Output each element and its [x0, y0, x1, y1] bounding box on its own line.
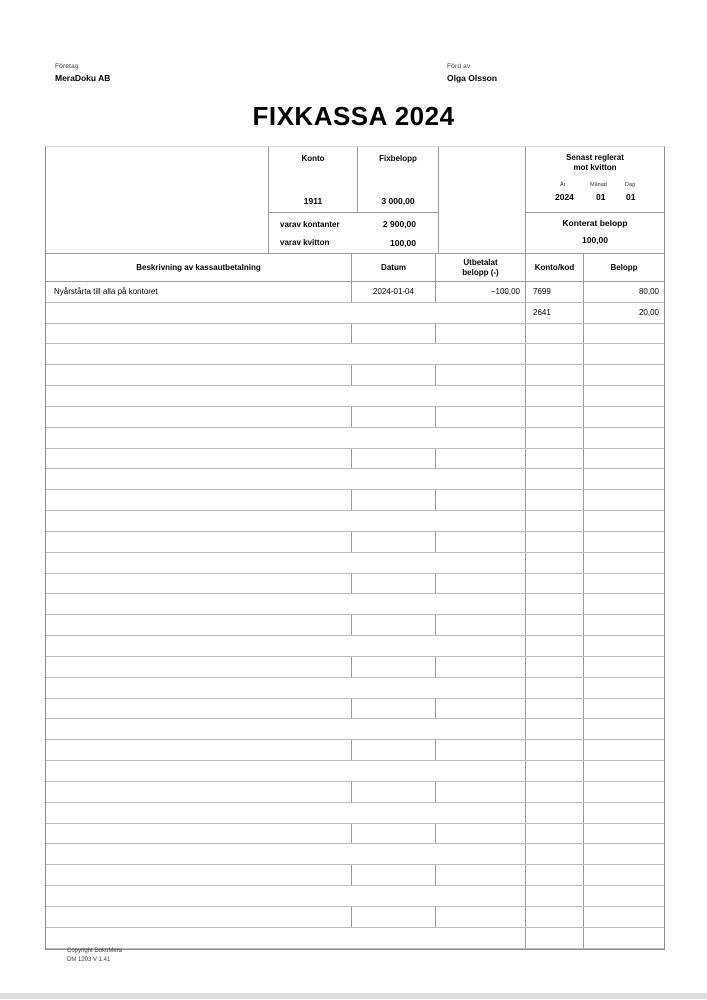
cell-kontokod	[526, 386, 584, 406]
cell-kontokod	[526, 594, 584, 614]
cell-beskrivning	[46, 740, 352, 760]
senast-title-line1: Senast reglerat	[566, 153, 624, 162]
cell-kontokod	[526, 324, 584, 344]
col-header-datum-label: Datum	[381, 262, 406, 272]
cell-kontokod	[526, 678, 584, 698]
col-header-belopp-label: Belopp	[610, 262, 638, 272]
cell-belopp: 20,00	[638, 307, 659, 317]
day-value: 01	[626, 192, 636, 202]
varav-kvitton-value: 100,00	[390, 237, 416, 248]
author-block	[447, 63, 497, 83]
cell-kontokod	[526, 365, 584, 385]
company-block	[55, 63, 110, 83]
cell-beskrivning-merged	[46, 553, 526, 573]
cell-belopp	[584, 657, 664, 677]
month-label: Månad	[590, 182, 607, 188]
cell-kontokod	[526, 636, 584, 656]
table-row	[46, 886, 664, 907]
cell-beskrivning	[46, 615, 352, 635]
table-row	[46, 386, 664, 407]
cell-belopp	[584, 574, 664, 594]
table-row	[46, 719, 664, 740]
cell-belopp	[584, 469, 664, 489]
cell-datum	[352, 865, 436, 885]
cell-utbetalat	[436, 824, 526, 844]
cell-datum	[352, 615, 436, 635]
cell-beskrivning-merged	[46, 719, 526, 739]
cell-beskrivning	[46, 865, 352, 885]
cell-beskrivning-merged	[46, 761, 526, 781]
page-title: FIXKASSA 2024	[252, 101, 455, 131]
cell-datum	[352, 324, 436, 344]
cell-beskrivning	[46, 657, 352, 677]
cell-beskrivning-merged	[46, 428, 526, 448]
cell-belopp	[584, 407, 664, 427]
table-row	[46, 449, 664, 470]
cell-beskrivning	[46, 449, 352, 469]
cell-utbetalat	[436, 449, 526, 469]
cell-kontokod	[526, 574, 584, 594]
table-row	[46, 365, 664, 386]
konto-cell	[269, 147, 358, 213]
cell-beskrivning-merged	[46, 386, 526, 406]
varav-kontanter-value: 2 900,00	[382, 219, 416, 230]
table-row	[46, 865, 664, 886]
table-row	[46, 678, 664, 699]
konto-label: Konto	[301, 154, 325, 163]
cell-utbetalat	[436, 615, 526, 635]
cell-belopp	[584, 428, 664, 448]
day-label: Dag	[625, 182, 636, 188]
col-header-beskrivning-label: Beskrivning av kassautbetalning	[136, 262, 261, 272]
author-name: Olga Olsson	[447, 73, 498, 83]
cell-utbetalat	[436, 907, 526, 927]
cell-kontokod	[526, 699, 584, 719]
cell-beskrivning	[46, 324, 352, 344]
month-value: 01	[596, 192, 606, 202]
cell-belopp	[584, 365, 664, 385]
cell-beskrivning-merged	[46, 344, 526, 364]
col-header-utbetalat	[436, 254, 526, 281]
table-row	[46, 594, 664, 615]
cell-utbetalat	[436, 865, 526, 885]
table-row	[46, 824, 664, 845]
cell-belopp	[584, 928, 664, 948]
cell-beskrivning-merged	[46, 678, 526, 698]
table-row	[46, 428, 664, 449]
cell-kontokod: 7699	[526, 282, 584, 302]
table-row	[46, 511, 664, 532]
cell-utbetalat	[436, 782, 526, 802]
cell-utbetalat	[436, 407, 526, 427]
cell-datum	[352, 907, 436, 927]
cell-utbetalat	[436, 365, 526, 385]
cell-utbetalat	[436, 740, 526, 760]
cell-kontokod	[526, 428, 584, 448]
cell-kontokod	[526, 928, 584, 948]
cell-kontokod	[526, 449, 584, 469]
cell-kontokod	[526, 782, 584, 802]
table-row	[46, 324, 664, 345]
col-header-utbetalat-line2: belopp (-)	[462, 267, 499, 277]
year-value: 2024	[555, 192, 574, 202]
author-label: Förd av	[447, 63, 471, 70]
cell-belopp	[584, 907, 664, 927]
cell-belopp	[584, 636, 664, 656]
cell-kontokod	[526, 761, 584, 781]
cell-kontokod	[526, 803, 584, 823]
cell-belopp	[584, 740, 664, 760]
cell-datum: 2024-01-04	[352, 282, 436, 302]
cell-belopp	[584, 865, 664, 885]
cell-kontokod	[526, 657, 584, 677]
cell-belopp	[584, 324, 664, 344]
table-row	[46, 803, 664, 824]
cell-beskrivning: Nyårstårta till alla på kontoret	[46, 282, 352, 302]
footer	[67, 947, 122, 965]
cell-kontokod	[526, 344, 584, 364]
table-row	[46, 761, 664, 782]
table-row	[46, 844, 664, 865]
cell-datum	[352, 782, 436, 802]
table-row	[46, 740, 664, 761]
varav-kontanter-label: varav kontanter	[280, 219, 340, 229]
senast-reglerat-title	[526, 147, 664, 172]
page-bottom-edge	[0, 993, 707, 999]
cell-kontokod	[526, 740, 584, 760]
cell-beskrivning-merged	[46, 844, 526, 864]
cell-beskrivning	[46, 907, 352, 927]
cell-datum	[352, 657, 436, 677]
cell-beskrivning	[46, 365, 352, 385]
col-header-utbetalat-line1: Utbetalat	[463, 258, 498, 267]
cell-beskrivning-merged	[46, 803, 526, 823]
table-row	[46, 636, 664, 657]
fixkassa-form-table	[45, 146, 665, 950]
cell-datum	[352, 574, 436, 594]
cell-utbetalat	[436, 657, 526, 677]
footer-version: DM 1203 V 1.41	[67, 957, 111, 963]
table-row	[46, 657, 664, 678]
fixbelopp-value: 3 000,00	[381, 196, 415, 206]
cell-datum	[352, 407, 436, 427]
cell-belopp	[584, 803, 664, 823]
konto-value: 1911	[303, 196, 323, 206]
cell-beskrivning	[46, 490, 352, 510]
cell-belopp	[584, 532, 664, 552]
col-header-beskrivning	[46, 254, 352, 281]
cell-beskrivning	[46, 824, 352, 844]
cell-kontokod	[526, 844, 584, 864]
cell-datum	[352, 699, 436, 719]
table-row	[46, 344, 664, 365]
fixbelopp-cell	[358, 147, 439, 213]
cell-beskrivning	[46, 699, 352, 719]
fixbelopp-label: Fixbelopp	[379, 154, 417, 163]
cell-kontokod	[526, 407, 584, 427]
varav-kvitton-row	[269, 238, 438, 248]
table-row	[46, 469, 664, 490]
senast-reglerat-cell	[525, 147, 664, 213]
cell-kontokod	[526, 907, 584, 927]
cell-belopp	[584, 761, 664, 781]
cell-beskrivning-merged	[46, 469, 526, 489]
table-row	[46, 282, 664, 303]
table-row	[46, 407, 664, 428]
cell-utbetalat	[436, 574, 526, 594]
cell-utbetalat	[436, 324, 526, 344]
cell-belopp	[584, 886, 664, 906]
table-row	[46, 490, 664, 511]
cell-belopp	[584, 699, 664, 719]
summary-section	[46, 147, 664, 254]
cell-belopp	[584, 553, 664, 573]
cell-belopp	[584, 594, 664, 614]
cell-kontokod	[526, 553, 584, 573]
cell-datum	[352, 740, 436, 760]
cell-belopp	[584, 511, 664, 531]
summary-empty-cell	[46, 147, 269, 254]
cell-belopp	[584, 824, 664, 844]
cell-kontokod	[526, 886, 584, 906]
cell-beskrivning	[46, 532, 352, 552]
cell-belopp	[584, 449, 664, 469]
year-label: År	[560, 182, 566, 188]
konterat-belopp-label: Konterat belopp	[562, 218, 628, 228]
cell-kontokod	[526, 490, 584, 510]
table-row	[46, 782, 664, 803]
cell-belopp	[584, 344, 664, 364]
senast-title-line2: mot kvitton	[573, 162, 617, 172]
cell-beskrivning-merged	[46, 928, 526, 948]
cell-belopp	[584, 386, 664, 406]
col-header-kontokod	[526, 254, 584, 281]
table-row	[46, 907, 664, 928]
cell-beskrivning	[46, 574, 352, 594]
cell-belopp: 80,00	[638, 287, 659, 296]
table-row	[46, 553, 664, 574]
cell-utbetalat	[436, 699, 526, 719]
cell-utbetalat	[436, 532, 526, 552]
cell-beskrivning	[46, 407, 352, 427]
cell-datum	[352, 532, 436, 552]
varav-kvitton-label: varav kvitton	[280, 238, 330, 248]
table-row	[46, 615, 664, 636]
cell-beskrivning-merged	[46, 594, 526, 614]
cell-belopp	[584, 678, 664, 698]
cell-belopp	[584, 782, 664, 802]
table-row	[46, 532, 664, 553]
cell-beskrivning-merged	[46, 886, 526, 906]
cell-belopp	[584, 719, 664, 739]
cell-kontokod	[526, 511, 584, 531]
cell-kontokod	[526, 615, 584, 635]
col-header-datum	[352, 254, 436, 281]
cell-beskrivning-merged	[46, 303, 526, 323]
col-header-kontokod-label: Konto/kod	[534, 262, 575, 272]
cell-datum	[352, 449, 436, 469]
cell-kontokod: 2641	[526, 303, 584, 323]
company-name: MeraDoku AB	[55, 73, 111, 83]
column-header-row	[46, 254, 664, 282]
table-row	[46, 699, 664, 720]
table-row	[46, 928, 664, 949]
company-label: Företag	[55, 63, 79, 70]
konterat-belopp-value: 100,00	[582, 235, 608, 245]
varav-kontanter-row	[269, 219, 438, 229]
cell-belopp	[584, 844, 664, 864]
table-row	[46, 574, 664, 595]
cell-belopp	[584, 615, 664, 635]
cell-datum	[352, 365, 436, 385]
cell-beskrivning-merged	[46, 511, 526, 531]
konterat-belopp-cell	[525, 213, 664, 254]
cell-utbetalat	[436, 490, 526, 510]
cell-belopp	[584, 490, 664, 510]
cell-datum	[352, 490, 436, 510]
col-header-belopp	[584, 254, 664, 281]
cell-beskrivning	[46, 782, 352, 802]
cell-utbetalat: −100,00	[436, 282, 526, 302]
varav-cell	[269, 213, 439, 254]
footer-copyright: Copyright DokuMera	[67, 948, 123, 954]
cell-kontokod	[526, 532, 584, 552]
cell-kontokod	[526, 865, 584, 885]
cell-datum	[352, 824, 436, 844]
cell-kontokod	[526, 824, 584, 844]
cell-kontokod	[526, 719, 584, 739]
cell-kontokod	[526, 469, 584, 489]
cell-beskrivning-merged	[46, 636, 526, 656]
table-row	[46, 303, 664, 324]
table-rows	[46, 282, 664, 949]
